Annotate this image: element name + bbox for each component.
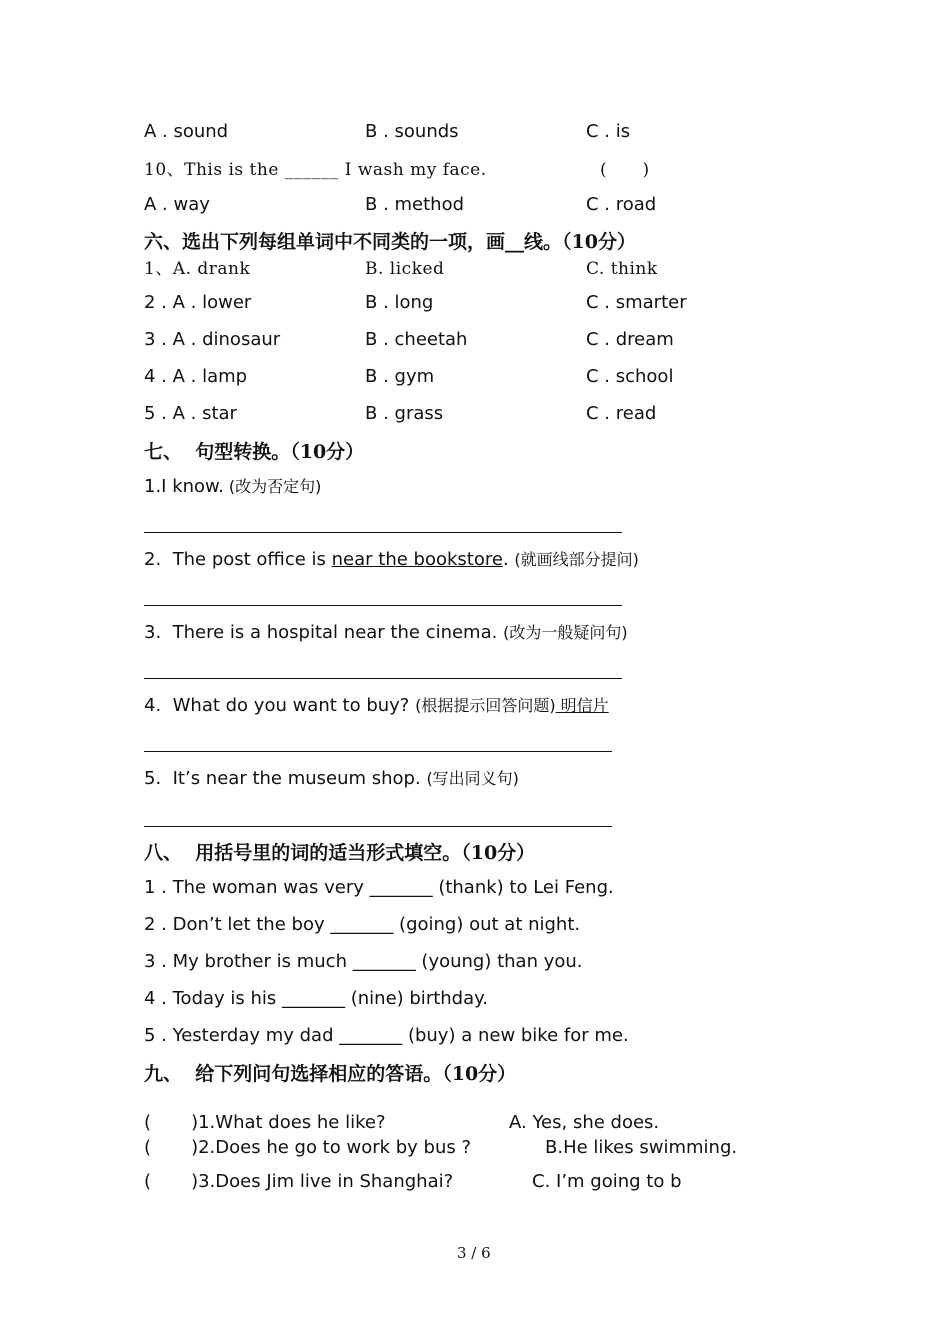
- q9-option-a: A . sound: [144, 121, 229, 142]
- q9-option-c: C . is: [586, 121, 631, 142]
- s7-q1-answer-line[interactable]: [144, 532, 622, 533]
- s7-q4-note: (根据提示回答问题): [415, 696, 556, 715]
- s7-q2-note: (就画线部分提问): [514, 550, 639, 569]
- s7-q4-answer-line[interactable]: [144, 751, 612, 752]
- s6-row1-a: 1、A. drank: [144, 259, 251, 279]
- s7-q2-pre: 2. The post office is: [144, 549, 332, 570]
- section8-title: 八、 用括号里的词的适当形式填空。（10分）: [144, 842, 536, 864]
- s7-q5: [144, 768, 519, 790]
- s7-q3-answer-line[interactable]: [144, 678, 622, 679]
- section6-title-blank: __: [505, 231, 525, 253]
- s9-a1: A. Yes, she does.: [509, 1112, 660, 1133]
- s7-q4-hint: 明信片: [555, 696, 609, 715]
- q10-option-b: B . method: [365, 194, 465, 215]
- s6-row2-a: 2 . A . lower: [144, 292, 252, 313]
- s6-row3-a: 3 . A . dinosaur: [144, 329, 281, 350]
- s7-q3-text: 3. There is a hospital near the cinema.: [144, 622, 504, 643]
- section6-title: [144, 231, 636, 253]
- s7-q5-text: 5. It’s near the museum shop.: [144, 768, 427, 789]
- s6-row5-c: C . read: [586, 403, 657, 424]
- s6-row4-c: C . school: [586, 366, 674, 387]
- s8-item-5: 5 . Yesterday my dad _______ (buy) a new bike for me.: [144, 1025, 629, 1046]
- s7-q5-answer-line[interactable]: [144, 826, 612, 827]
- s8-item-1: 1 . The woman was very _______ (thank) to Lei Feng.: [144, 877, 614, 898]
- s9-q1: ( )1.What does he like?: [144, 1112, 386, 1133]
- s6-row3-b: B . cheetah: [365, 329, 468, 350]
- s6-row5-a: 5 . A . star: [144, 403, 237, 424]
- s9-a2: B.He likes swimming.: [545, 1137, 738, 1158]
- s7-q3: [144, 622, 628, 644]
- s7-q3-note: (改为一般疑问句): [503, 623, 628, 642]
- q10-answer-paren: ( ): [600, 160, 650, 180]
- s7-q2-underlined: near the bookstore: [331, 549, 503, 570]
- s6-row1-c: C. think: [586, 259, 658, 279]
- s6-row2-b: B . long: [365, 292, 434, 313]
- s7-q5-note: (写出同义句): [426, 769, 519, 788]
- s7-q2-post: .: [502, 549, 515, 570]
- s6-row5-b: B . grass: [365, 403, 444, 424]
- s6-row4-b: B . gym: [365, 366, 435, 387]
- section9-title: 九、 给下列问句选择相应的答语。（10分）: [144, 1063, 517, 1085]
- s7-q1-text: 1.I know.: [144, 476, 224, 497]
- q10-option-c: C . road: [586, 194, 657, 215]
- s9-q2: ( )2.Does he go to work by bus ?: [144, 1137, 472, 1158]
- s6-row4-a: 4 . A . lamp: [144, 366, 248, 387]
- section6-title-main: 六、选出下列每组单词中不同类的一项，画: [144, 231, 506, 253]
- s7-q4-text: 4. What do you want to buy?: [144, 695, 416, 716]
- s6-row1-b: B. licked: [365, 259, 445, 279]
- s7-q1-note: (改为否定句): [223, 477, 322, 496]
- q10-option-a: A . way: [144, 194, 210, 215]
- section7-title: 七、 句型转换。（10分）: [144, 441, 365, 463]
- s7-q1: [144, 476, 321, 498]
- q10-question: 10、This is the ______ I wash my face.: [144, 160, 487, 180]
- s9-q3: ( )3.Does Jim live in Shanghai?: [144, 1171, 454, 1192]
- s8-item-2: 2 . Don’t let the boy _______ (going) out at night.: [144, 914, 581, 935]
- q9-option-b: B . sounds: [365, 121, 459, 142]
- s8-item-3: 3 . My brother is much _______ (young) than you.: [144, 951, 583, 972]
- s7-q2-answer-line[interactable]: [144, 605, 622, 606]
- s7-q2: [144, 549, 639, 571]
- s9-a3: C. I’m going to b: [532, 1171, 682, 1192]
- s8-item-4: 4 . Today is his _______ (nine) birthday.: [144, 988, 488, 1009]
- section6-title-end: 线。（10分）: [524, 231, 636, 253]
- s6-row2-c: C . smarter: [586, 292, 687, 313]
- s7-q4: [144, 695, 609, 717]
- s6-row3-c: C . dream: [586, 329, 674, 350]
- page-number: 3 / 6: [457, 1244, 491, 1262]
